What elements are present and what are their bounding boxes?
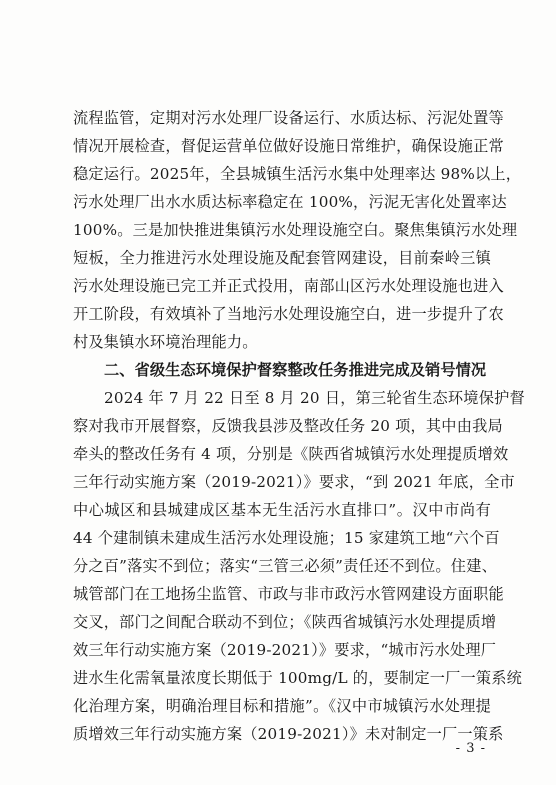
paragraph-line: 分之百”落实不到位；落实“三管三必须”责任还不到位。住建、 bbox=[73, 557, 497, 575]
section-heading: 二、省级生态环境保护督察整改任务推进完成及销号情况 bbox=[104, 361, 487, 379]
paragraph-line: 2024 年 7 月 22 日至 8 月 20 日，第三轮省生态环境保护督 bbox=[104, 389, 525, 407]
paragraph-line: 情况开展检查，督促运营单位做好设施日常维护，确保设施正常 bbox=[73, 137, 504, 155]
paragraph-line: 污水处理厂出水水质达标率稳定在 100%，污泥无害化处置率达 bbox=[73, 193, 507, 211]
paragraph-line: 三年行动实施方案（2019-2021）》要求，“到 2021 年底，全市 bbox=[73, 473, 515, 491]
paragraph-line: 44 个建制镇未建成生活污水处理设施；15 家建筑工地“六个百 bbox=[73, 529, 500, 547]
paragraph-line: 进水生化需氧量浓度长期低于 100mg/L 的，要制定一厂一策系统 bbox=[73, 669, 523, 687]
paragraph-line: 中心城区和县城建成区基本无生活污水直排口”。汉中市尚有 bbox=[73, 501, 491, 519]
paragraph-line: 稳定运行。2025年，全县城镇生活污水集中处理率达 98%以上， bbox=[73, 165, 522, 183]
paragraph-line: 效三年行动实施方案（2019-2021）》要求，“城市污水处理厂 bbox=[73, 641, 497, 659]
paragraph-line: 100%。三是加快推进集镇污水处理设施空白。聚焦集镇污水处理 bbox=[73, 221, 518, 239]
paragraph-line: 质增效三年行动实施方案（2019-2021）》未对制定一厂一策系 bbox=[73, 725, 504, 743]
paragraph-line: 化治理方案，明确治理目标和措施”。《汉中市城镇污水处理提 bbox=[73, 697, 491, 715]
page-number: - 3 - bbox=[455, 741, 486, 756]
paragraph-line: 开工阶段，有效填补了当地污水处理设施空白，进一步提升了农 bbox=[73, 305, 504, 323]
paragraph-line: 牵头的整改任务有 4 项，分别是《陕西省城镇污水处理提质增效 bbox=[73, 445, 509, 463]
paragraph-line: 城管部门在工地扬尘监管、市政与非市政污水管网建设方面职能 bbox=[73, 585, 504, 603]
paragraph-line: 污水处理设施已完工并正式投用，南部山区污水处理设施也进入 bbox=[73, 277, 504, 295]
paragraph-line: 察对我市开展督察，反馈我县涉及整改任务 20 项，其中由我局 bbox=[73, 417, 503, 435]
paragraph-line: 流程监管，定期对污水处理厂设备运行、水质达标、污泥处置等 bbox=[73, 109, 504, 127]
paragraph-line: 村及集镇水环境治理能力。 bbox=[73, 333, 258, 351]
paragraph-line: 短板，全力推进污水处理设施及配套管网建设，目前秦岭三镇 bbox=[73, 249, 491, 267]
paragraph-line: 交叉，部门之间配合联动不到位；《陕西省城镇污水处理提质增 bbox=[73, 613, 497, 631]
